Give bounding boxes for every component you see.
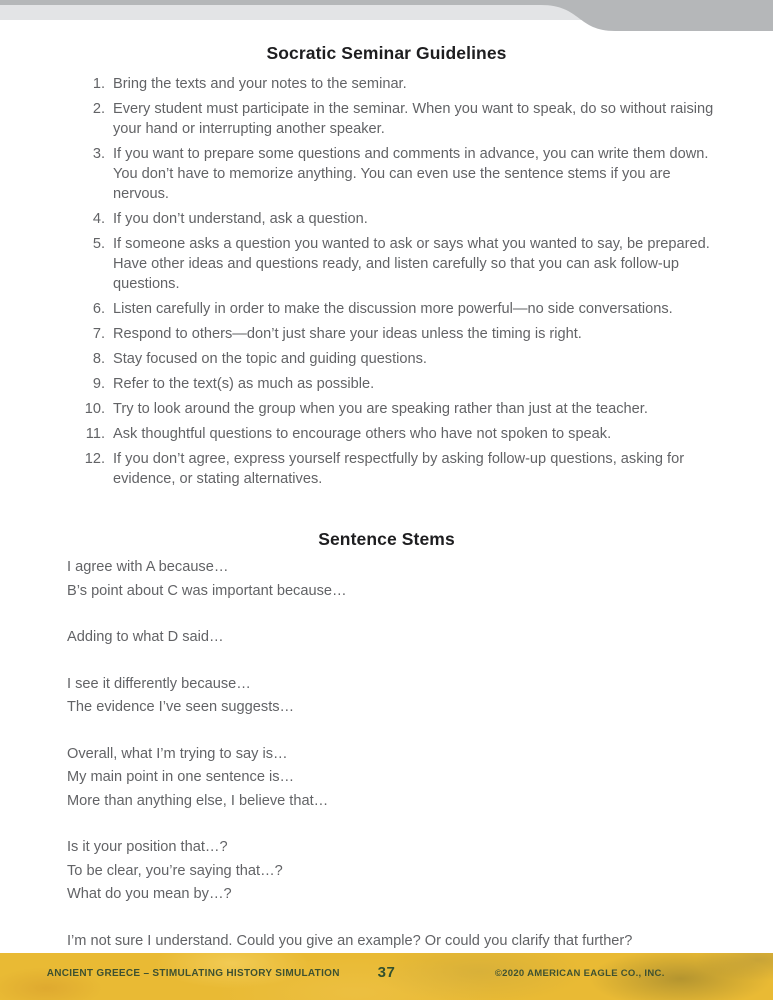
- stems-section-title: Sentence Stems: [318, 529, 455, 549]
- guideline-item: If someone asks a question you wanted to ask or says what you wanted to say, be prepared. Have other ideas and questions ready, and listen carefully so that you can ask follow-up questions.: [113, 236, 710, 292]
- guideline-item: If you don’t agree, express yourself respectfully by asking follow-up questions, asking for evidence, or stating alternatives.: [113, 451, 685, 487]
- guideline-item: Stay focused on the topic and guiding questions.: [113, 351, 427, 367]
- stem-line: B’s point about C was important because…: [67, 582, 347, 599]
- stem-group: [67, 836, 719, 907]
- footer-band: [0, 953, 773, 1000]
- stem-line: The evidence I’ve seen suggests…: [67, 699, 295, 715]
- header-swoosh-graphic: [0, 0, 773, 36]
- stem-line: I see it differently because…: [67, 675, 251, 692]
- sentence-stems-list: [67, 556, 719, 953]
- footer-copyright: ©2020 AMERICAN EAGLE CO., INC.: [494, 968, 665, 979]
- stem-group: [67, 673, 719, 720]
- guideline-item: Refer to the text(s) as much as possible.: [113, 376, 375, 392]
- page-content: [0, 36, 773, 976]
- guideline-item: Listen carefully in order to make the discussion more powerful—no side conversations.: [113, 301, 673, 317]
- stem-line: What do you mean by…?: [67, 886, 232, 902]
- stem-line: Overall, what I’m trying to say is…: [67, 745, 288, 762]
- stem-line: To be clear, you’re saying that…?: [67, 862, 283, 879]
- guideline-item: Every student must participate in the seminar. When you want to speak, do so without raising your hand or interrupting another speaker.: [113, 101, 714, 137]
- stem-group: [67, 743, 719, 814]
- stem-line: Adding to what D said…: [67, 629, 224, 645]
- guideline-item: Respond to others—don’t just share your ideas unless the timing is right.: [113, 326, 582, 342]
- stem-line: My main point in one sentence is…: [67, 769, 295, 785]
- stem-line: More than anything else, I believe that…: [67, 792, 329, 809]
- stem-line: I’m not sure I understand. Could you give an example? Or could you clarify that further?: [67, 932, 633, 949]
- stem-group: [67, 556, 719, 603]
- page-title: Socratic Seminar Guidelines: [266, 43, 507, 63]
- stem-line: Is it your position that…?: [67, 839, 228, 855]
- guidelines-list: [113, 74, 719, 489]
- footer-series-title: ANCIENT GREECE – STIMULATING HISTORY SIMULATION: [46, 968, 340, 979]
- stem-line: I agree with A because…: [67, 559, 229, 575]
- guideline-item: Try to look around the group when you are speaking rather than just at the teacher.: [113, 401, 648, 417]
- footer-page-number: 37: [377, 964, 396, 981]
- guideline-item: If you want to prepare some questions and comments in advance, you can write them down. You don’t have to memorize anything. You can even use the sentence stems if you are nervous.: [113, 146, 709, 202]
- stem-group: [67, 626, 719, 650]
- stem-group: [67, 930, 719, 954]
- guideline-item: Bring the texts and your notes to the seminar.: [113, 76, 407, 92]
- guideline-item: If you don’t understand, ask a question.: [113, 211, 368, 227]
- header-decorative-band: [0, 0, 773, 36]
- guideline-item: Ask thoughtful questions to encourage others who have not spoken to speak.: [113, 426, 612, 442]
